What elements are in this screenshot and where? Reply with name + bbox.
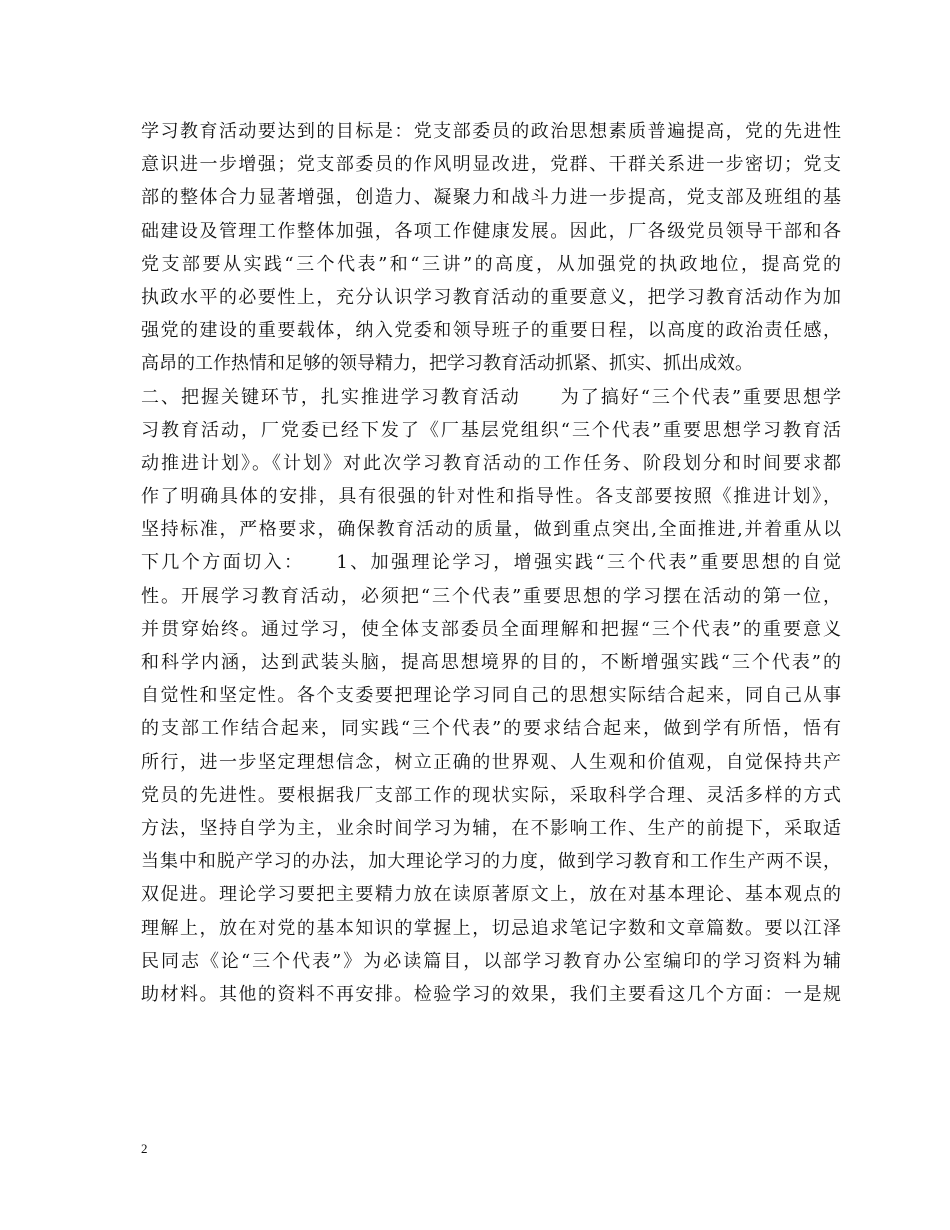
text-line: 习教育活动，厂党委已经下发了《厂基层党组织“三个代表”重要思想学习教育活	[141, 419, 841, 441]
text-line: 下几个方面切入： 1、加强理论学习，增强实践“三个代表”重要思想的自觉	[141, 552, 841, 574]
text-line: 作了明确具体的安排，具有很强的针对性和指导性。各支部要按照《推进计划》，	[141, 486, 841, 508]
text-line: 方法，坚持自学为主，业余时间学习为辅，在不影响工作、生产的前提下，采取适	[141, 817, 841, 839]
text-line: 所行，进一步坚定理想信念，树立正确的世界观、人生观和价值观，自觉保持共产	[141, 751, 841, 773]
body-text	[141, 115, 841, 1011]
text-line: 理解上，放在对党的基本知识的掌握上，切忌追求笔记字数和文章篇数。要以江泽	[141, 917, 841, 939]
text-line: 并贯穿始终。通过学习，使全体支部委员全面理解和把握“三个代表”的重要意义	[141, 618, 841, 640]
text-line: 执政水平的必要性上，充分认识学习教育活动的重要意义，把学习教育活动作为加	[141, 286, 841, 308]
text-line: 部的整体合力显著增强，创造力、凝聚力和战斗力进一步提高，党支部及班组的基	[141, 187, 841, 209]
text-line: 党员的先进性。要根据我厂支部工作的现状实际，采取科学合理、灵活多样的方式	[141, 784, 841, 806]
text-line: 双促进。理论学习要把主要精力放在读原著原文上，放在对基本理论、基本观点的	[141, 884, 841, 906]
text-line: 强党的建设的重要载体，纳入党委和领导班子的重要日程，以高度的政治责任感，	[141, 320, 841, 342]
text-line: 民同志《论“三个代表”》为必读篇目，以部学习教育办公室编印的学习资料为辅	[141, 950, 841, 972]
text-line: 自觉性和坚定性。各个支委要把理论学习同自己的思想实际结合起来，同自己从事	[141, 685, 841, 707]
text-line: 二、把握关键环节，扎实推进学习教育活动 为了搞好“三个代表”重要思想学	[141, 386, 841, 408]
text-line: 和科学内涵，达到武装头脑，提高思想境界的目的，不断增强实践“三个代表”的	[141, 652, 841, 673]
page-number: 2	[141, 1141, 148, 1156]
text-line: 助材料。其他的资料不再安排。检验学习的效果，我们主要看这几个方面：一是规	[141, 983, 841, 1005]
text-line: 当集中和脱产学习的办法，加大理论学习的力度，做到学习教育和工作生产两不误，	[141, 851, 841, 873]
text-line: 意识进一步增强；党支部委员的作风明显改进，党群、干群关系进一步密切；党支	[141, 154, 841, 176]
text-line: 的支部工作结合起来，同实践“三个代表”的要求结合起来，做到学有所悟，悟有	[141, 718, 841, 740]
text-line: 高昂的工作热情和足够的领导精力，把学习教育活动抓紧、抓实、抓出成效。	[141, 353, 753, 375]
text-line: 学习教育活动要达到的目标是：党支部委员的政治思想素质普遍提高，党的先进性	[141, 121, 841, 142]
text-line: 性。开展学习教育活动，必须把“三个代表”重要思想的学习摆在活动的第一位，	[141, 585, 841, 607]
text-line: 础建设及管理工作整体加强，各项工作健康发展。因此，厂各级党员领导干部和各	[141, 220, 841, 242]
text-line: 动推进计划》。《计划》对此次学习教育活动的工作任务、阶段划分和时间要求都	[141, 452, 841, 474]
text-line: 党支部要从实践“三个代表”和“三讲”的高度，从加强党的执政地位，提高党的	[141, 253, 841, 275]
text-line: 坚持标准，严格要求，确保教育活动的质量，做到重点突出,全面推进,并着重从以	[141, 519, 841, 541]
